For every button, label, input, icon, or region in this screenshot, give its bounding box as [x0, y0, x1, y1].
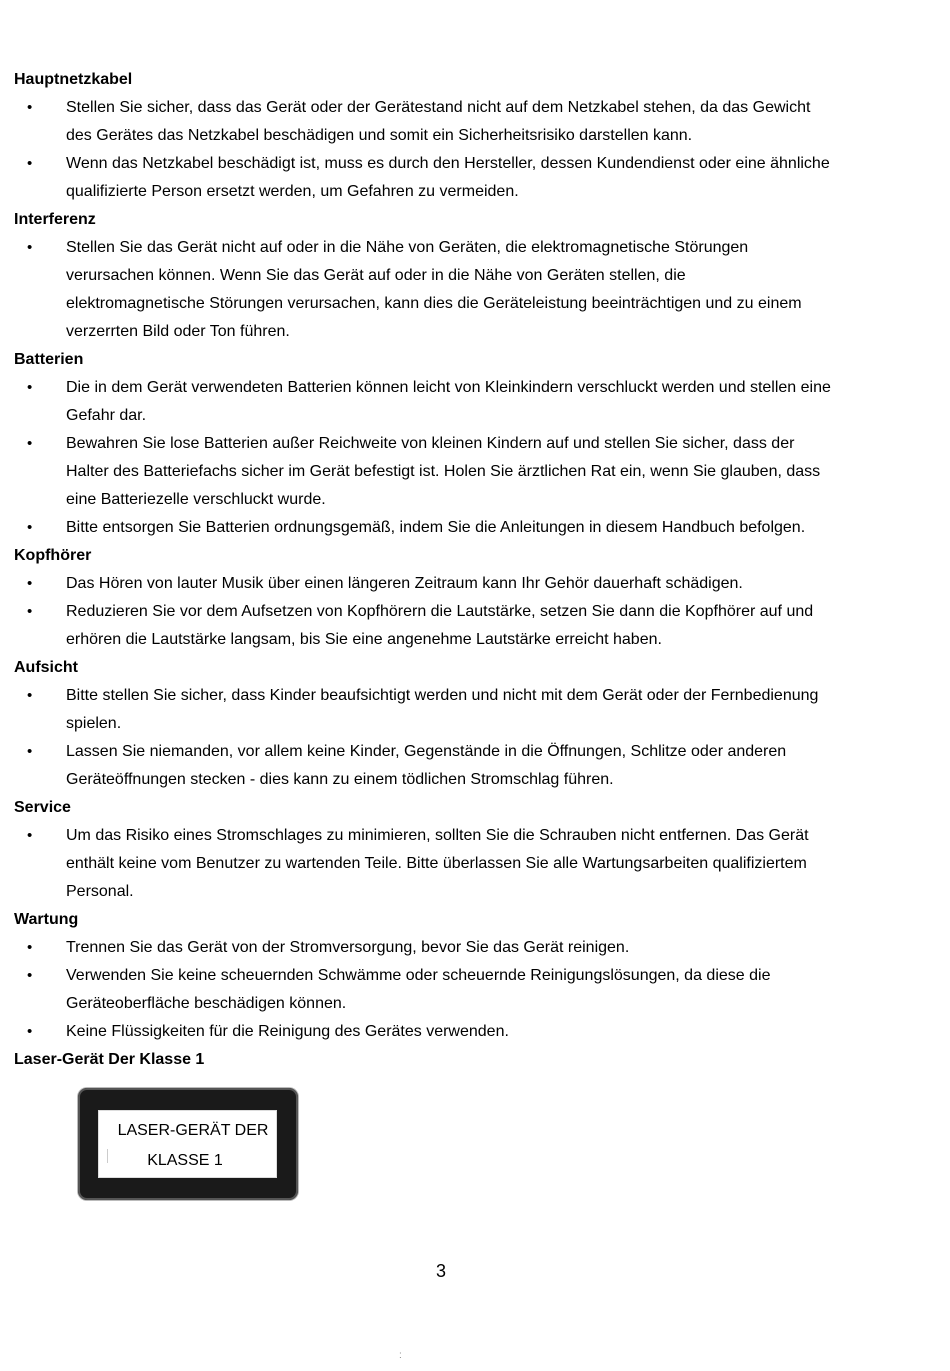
- bullet-text-line: qualifizierte Person ersetzt werden, um Gefahren zu vermeiden.: [66, 183, 519, 200]
- section-heading: Service: [14, 799, 71, 816]
- bullet-text-line: Bewahren Sie lose Batterien außer Reichweite von kleinen Kindern auf und stellen Sie sicher, dass der: [66, 435, 795, 452]
- bullet-item: [14, 934, 914, 962]
- bullet-text-line: eine Batteriezelle verschluckt wurde.: [66, 491, 326, 508]
- bullet-icon: •: [27, 155, 33, 172]
- bullet-item: [14, 570, 914, 598]
- bullet-item: [14, 514, 914, 542]
- bullet-text-line: Wenn das Netzkabel beschädigt ist, muss es durch den Hersteller, dessen Kundendienst oder eine ähnliche: [66, 155, 830, 172]
- bullet-item: [14, 234, 914, 346]
- bullet-icon: •: [27, 99, 33, 116]
- section-heading: Aufsicht: [14, 659, 78, 676]
- laser-label-line-1: LASER-GERÄT DER: [117, 1122, 269, 1139]
- section-heading: Batterien: [14, 351, 84, 368]
- bullet-item: [14, 94, 914, 150]
- section-heading: Laser-Gerät Der Klasse 1: [14, 1051, 205, 1068]
- section-heading: Hauptnetzkabel: [14, 71, 133, 88]
- bullet-text-line: Geräteöffnungen stecken - dies kann zu einem tödlichen Stromschlag führen.: [66, 771, 614, 788]
- bullet-text-line: Stellen Sie das Gerät nicht auf oder in die Nähe von Geräten, die elektromagnetische Störungen: [66, 239, 749, 256]
- bullet-icon: •: [27, 743, 33, 760]
- bullet-text-line: Keine Flüssigkeiten für die Reinigung des Gerätes verwenden.: [66, 1023, 509, 1040]
- bullet-text-line: Um das Risiko eines Stromschlages zu minimieren, sollten Sie die Schrauben nicht entfernen. Das Gerät: [66, 827, 809, 844]
- bullet-icon: •: [27, 827, 33, 844]
- page-number: [0, 1260, 950, 1282]
- laser-class-1-label: [78, 1088, 298, 1200]
- bullet-icon: •: [27, 239, 33, 256]
- bullet-item: [14, 1018, 914, 1046]
- bullet-icon: •: [27, 575, 33, 592]
- bullet-text-line: Reduzieren Sie vor dem Aufsetzen von Kopfhörern die Lautstärke, setzen Sie dann die Kopfhörer auf und: [66, 603, 814, 620]
- bullet-item: [14, 374, 914, 430]
- section-heading: Interferenz: [14, 211, 96, 228]
- bullet-item: [14, 598, 914, 654]
- bullet-text-line: Geräteoberfläche beschädigen können.: [66, 995, 347, 1012]
- bullet-item: [14, 822, 914, 906]
- document-body: [14, 66, 914, 1074]
- bullet-text-line: Trennen Sie das Gerät von der Stromversorgung, bevor Sie das Gerät reinigen.: [66, 939, 630, 956]
- bullet-icon: •: [27, 939, 33, 956]
- bullet-item: [14, 962, 914, 1018]
- bullet-item: [14, 682, 914, 738]
- bullet-text-line: Die in dem Gerät verwendeten Batterien können leicht von Kleinkindern verschluckt werden und stellen eine: [66, 379, 831, 396]
- bullet-text-line: enthält keine vom Benutzer zu wartenden Teile. Bitte überlassen Sie alle Wartungsarbeiten qualifiziertem: [66, 855, 807, 872]
- bullet-icon: •: [27, 967, 33, 984]
- bullet-text-line: Halter des Batteriefachs sicher im Gerät befestigt ist. Holen Sie ärztlichen Rat ein, wenn Sie glauben, dass: [66, 463, 821, 480]
- bullet-text-line: spielen.: [66, 715, 122, 732]
- laser-label-line-2: KLASSE 1: [147, 1152, 223, 1169]
- bullet-text-line: erhören die Lautstärke langsam, bis Sie eine angenehme Lautstärke erreicht haben.: [66, 631, 662, 648]
- bullet-text-line: verursachen können. Wenn Sie das Gerät auf oder in die Nähe von Geräten stellen, die: [66, 267, 686, 284]
- section-heading: Wartung: [14, 911, 79, 928]
- bullet-text-line: Das Hören von lauter Musik über einen längeren Zeitraum kann Ihr Gehör dauerhaft schädigen.: [66, 575, 743, 592]
- section-heading: Kopfhörer: [14, 547, 92, 564]
- bullet-icon: •: [27, 1023, 33, 1040]
- bullet-item: [14, 738, 914, 794]
- bullet-icon: •: [27, 687, 33, 704]
- bullet-item: [14, 150, 914, 206]
- bullet-item: [14, 430, 914, 514]
- bullet-text-line: Personal.: [66, 883, 134, 900]
- bullet-icon: •: [27, 519, 33, 536]
- bullet-text-line: elektromagnetische Störungen verursachen, kann dies die Geräteleistung beeinträchtigen und zu einem: [66, 295, 802, 312]
- footer-mark: :: [399, 1350, 402, 1361]
- bullet-text-line: Stellen Sie sicher, dass das Gerät oder der Gerätestand nicht auf dem Netzkabel stehen, da das Gewicht: [66, 99, 811, 116]
- bullet-text-line: Bitte entsorgen Sie Batterien ordnungsgemäß, indem Sie die Anleitungen in diesem Handbuch befolgen.: [66, 519, 806, 536]
- bullet-text-line: Lassen Sie niemanden, vor allem keine Kinder, Gegenstände in die Öffnungen, Schlitze oder anderen: [66, 743, 787, 760]
- laser-label-panel: [98, 1110, 277, 1178]
- bullet-icon: •: [27, 603, 33, 620]
- bullet-text-line: verzerrten Bild oder Ton führen.: [66, 323, 290, 340]
- bullet-icon: •: [27, 379, 33, 396]
- page-number-text: 3: [435, 1261, 446, 1281]
- bullet-icon: •: [27, 435, 33, 452]
- bullet-text-line: Gefahr dar.: [66, 407, 147, 424]
- bullet-text-line: des Gerätes das Netzkabel beschädigen und somit ein Sicherheitsrisiko darstellen kann.: [66, 127, 693, 144]
- bullet-text-line: Bitte stellen Sie sicher, dass Kinder beaufsichtigt werden und nicht mit dem Gerät oder der Fernbedienung: [66, 687, 819, 704]
- bullet-text-line: Verwenden Sie keine scheuernden Schwämme oder scheuernde Reinigungslösungen, da diese die: [66, 967, 771, 984]
